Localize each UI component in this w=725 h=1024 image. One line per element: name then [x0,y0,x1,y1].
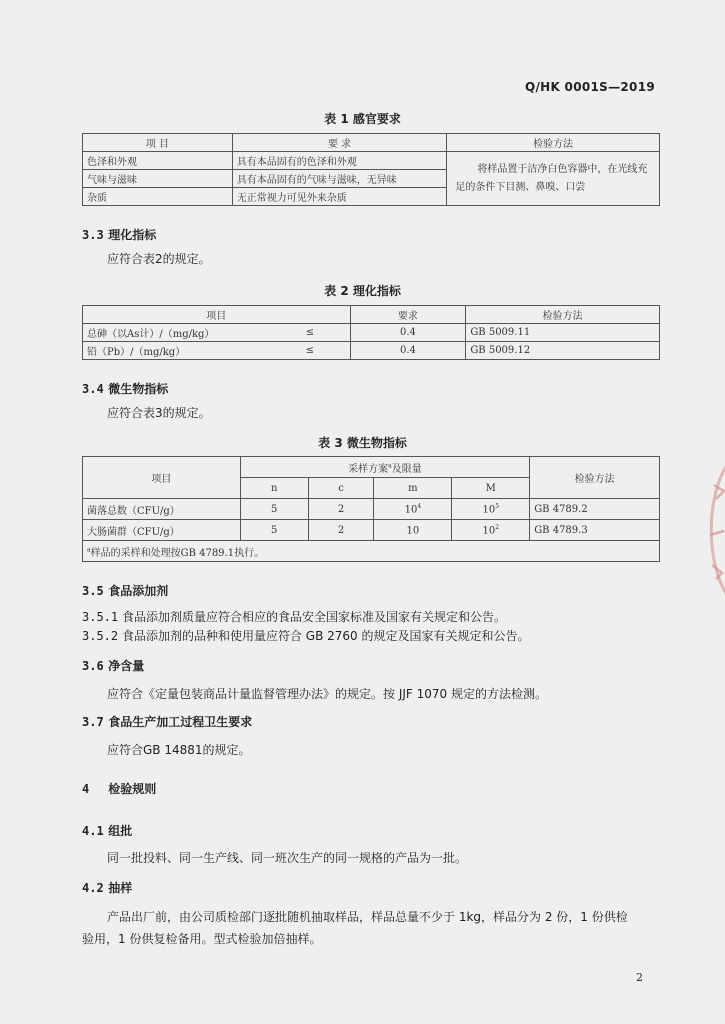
table1-header-req: 要 求 [232,134,447,152]
section-3-6: 3.6 净含量 [82,659,145,673]
table2-cell: 0.4 [350,342,466,360]
section-3-3-text: 应符合表2的规定。 [107,252,211,266]
table3-cell: 2 [308,520,374,541]
table3-micro [82,456,660,562]
table3-cell: $10^5$ [452,499,530,520]
table3-cell: 2 [308,499,374,520]
table3-cell: $10^2$ [452,520,530,541]
table2-cell: ≤ [270,342,350,360]
table2-header-item: 项目 [83,306,351,324]
table3-cell: 大肠菌群（CFU/g） [83,520,241,541]
table3-cell: 10 [374,520,452,541]
table2-caption: 表 2 理化指标 [324,284,401,298]
standard-code: Q/HK 0001S—2019 [524,80,655,94]
section-4-1-text: 同一批投料、同一生产线、同一班次生产的同一规格的产品为一批。 [107,851,468,865]
table3-cell: 5 [240,520,308,541]
table2-cell: 铅（Pb）/（mg/kg） [83,342,271,360]
section-4-2-text-line2: 验用，1 份供复检备用。型式检验加倍抽样。 [82,932,322,946]
table1-method: 将样品置于洁净白色容器中，在光线充足的条件下目测、鼻嗅、口尝 [447,152,660,206]
table3-caption: 表 3 微生物指标 [318,436,407,450]
section-3-4-text: 应符合表3的规定。 [107,406,211,420]
section-3-7: 3.7 食品生产加工过程卫生要求 [82,715,253,729]
table3-cell: GB 4789.3 [530,520,660,541]
table1-cell: 气味与滋味 [83,170,233,188]
table3-sub-c: c [308,478,374,499]
section-3-6-text: 应符合《定量包装商品计量监督管理办法》的规定。按 JJF 1070 规定的方法检测。 [107,687,547,701]
table3-header-plan: 采样方案$^a$及限量 [240,457,529,478]
section-3-3: 3.3 理化指标 [82,228,157,242]
table2-physchem [82,305,660,360]
table1-cell: 杂质 [83,188,233,206]
section-4-1: 4.1 组批 [82,824,133,838]
table1-header-method: 检验方法 [447,134,660,152]
section-4-2-text-line1: 产品出厂前，由公司质检部门逐批随机抽取样品，样品总量不少于 1kg，样品分为 2 份，1 份供检 [107,910,628,924]
section-4: 4 检验规则 [82,782,157,796]
section-3-5: 3.5 食品添加剂 [82,584,169,598]
table1-header-item: 项 目 [83,134,233,152]
table3-header-method: 检验方法 [530,457,660,499]
table1-cell: 无正常视力可见外来杂质 [232,188,447,206]
table2-header-req: 要求 [350,306,466,324]
section-3-5-1: 3.5.1 食品添加剂质量应符合相应的食品安全国家标准及国家有关规定和公告。 [82,610,506,624]
table1-cell: 具有本品固有的色泽和外观 [232,152,447,170]
section-3-7-text: 应符合GB 14881的规定。 [107,743,251,757]
section-4-2: 4.2 抽样 [82,881,133,895]
table1-sensory [82,133,660,206]
table3-sub-M: M [452,478,530,499]
page-number: 2 [636,971,643,984]
table2-cell: 总砷（以As计）/（mg/kg） [83,324,271,342]
table1-cell: 具有本品固有的气味与滋味，无异味 [232,170,447,188]
table2-cell: GB 5009.11 [466,324,660,342]
table1-caption: 表 1 感官要求 [324,112,401,126]
table3-header-item: 项目 [83,457,241,499]
table2-cell: GB 5009.12 [466,342,660,360]
red-seal-stamp-icon [700,455,725,605]
seal-arc-icon [700,455,725,605]
table3-note: $^a$样品的采样和处理按GB 4789.1执行。 [83,541,660,562]
section-3-5-2: 3.5.2 食品添加剂的品种和使用量应符合 GB 2760 的规定及国家有关规定和公告。 [82,629,530,643]
table3-cell: 菌落总数（CFU/g） [83,499,241,520]
table3-sub-m: m [374,478,452,499]
table2-cell: ≤ [270,324,350,342]
table3-cell: 5 [240,499,308,520]
table3-cell: $10^4$ [374,499,452,520]
table3-sub-n: n [240,478,308,499]
section-3-4: 3.4 微生物指标 [82,382,169,396]
table1-cell: 色泽和外观 [83,152,233,170]
table2-cell: 0.4 [350,324,466,342]
table2-header-method: 检验方法 [466,306,660,324]
table3-cell: GB 4789.2 [530,499,660,520]
